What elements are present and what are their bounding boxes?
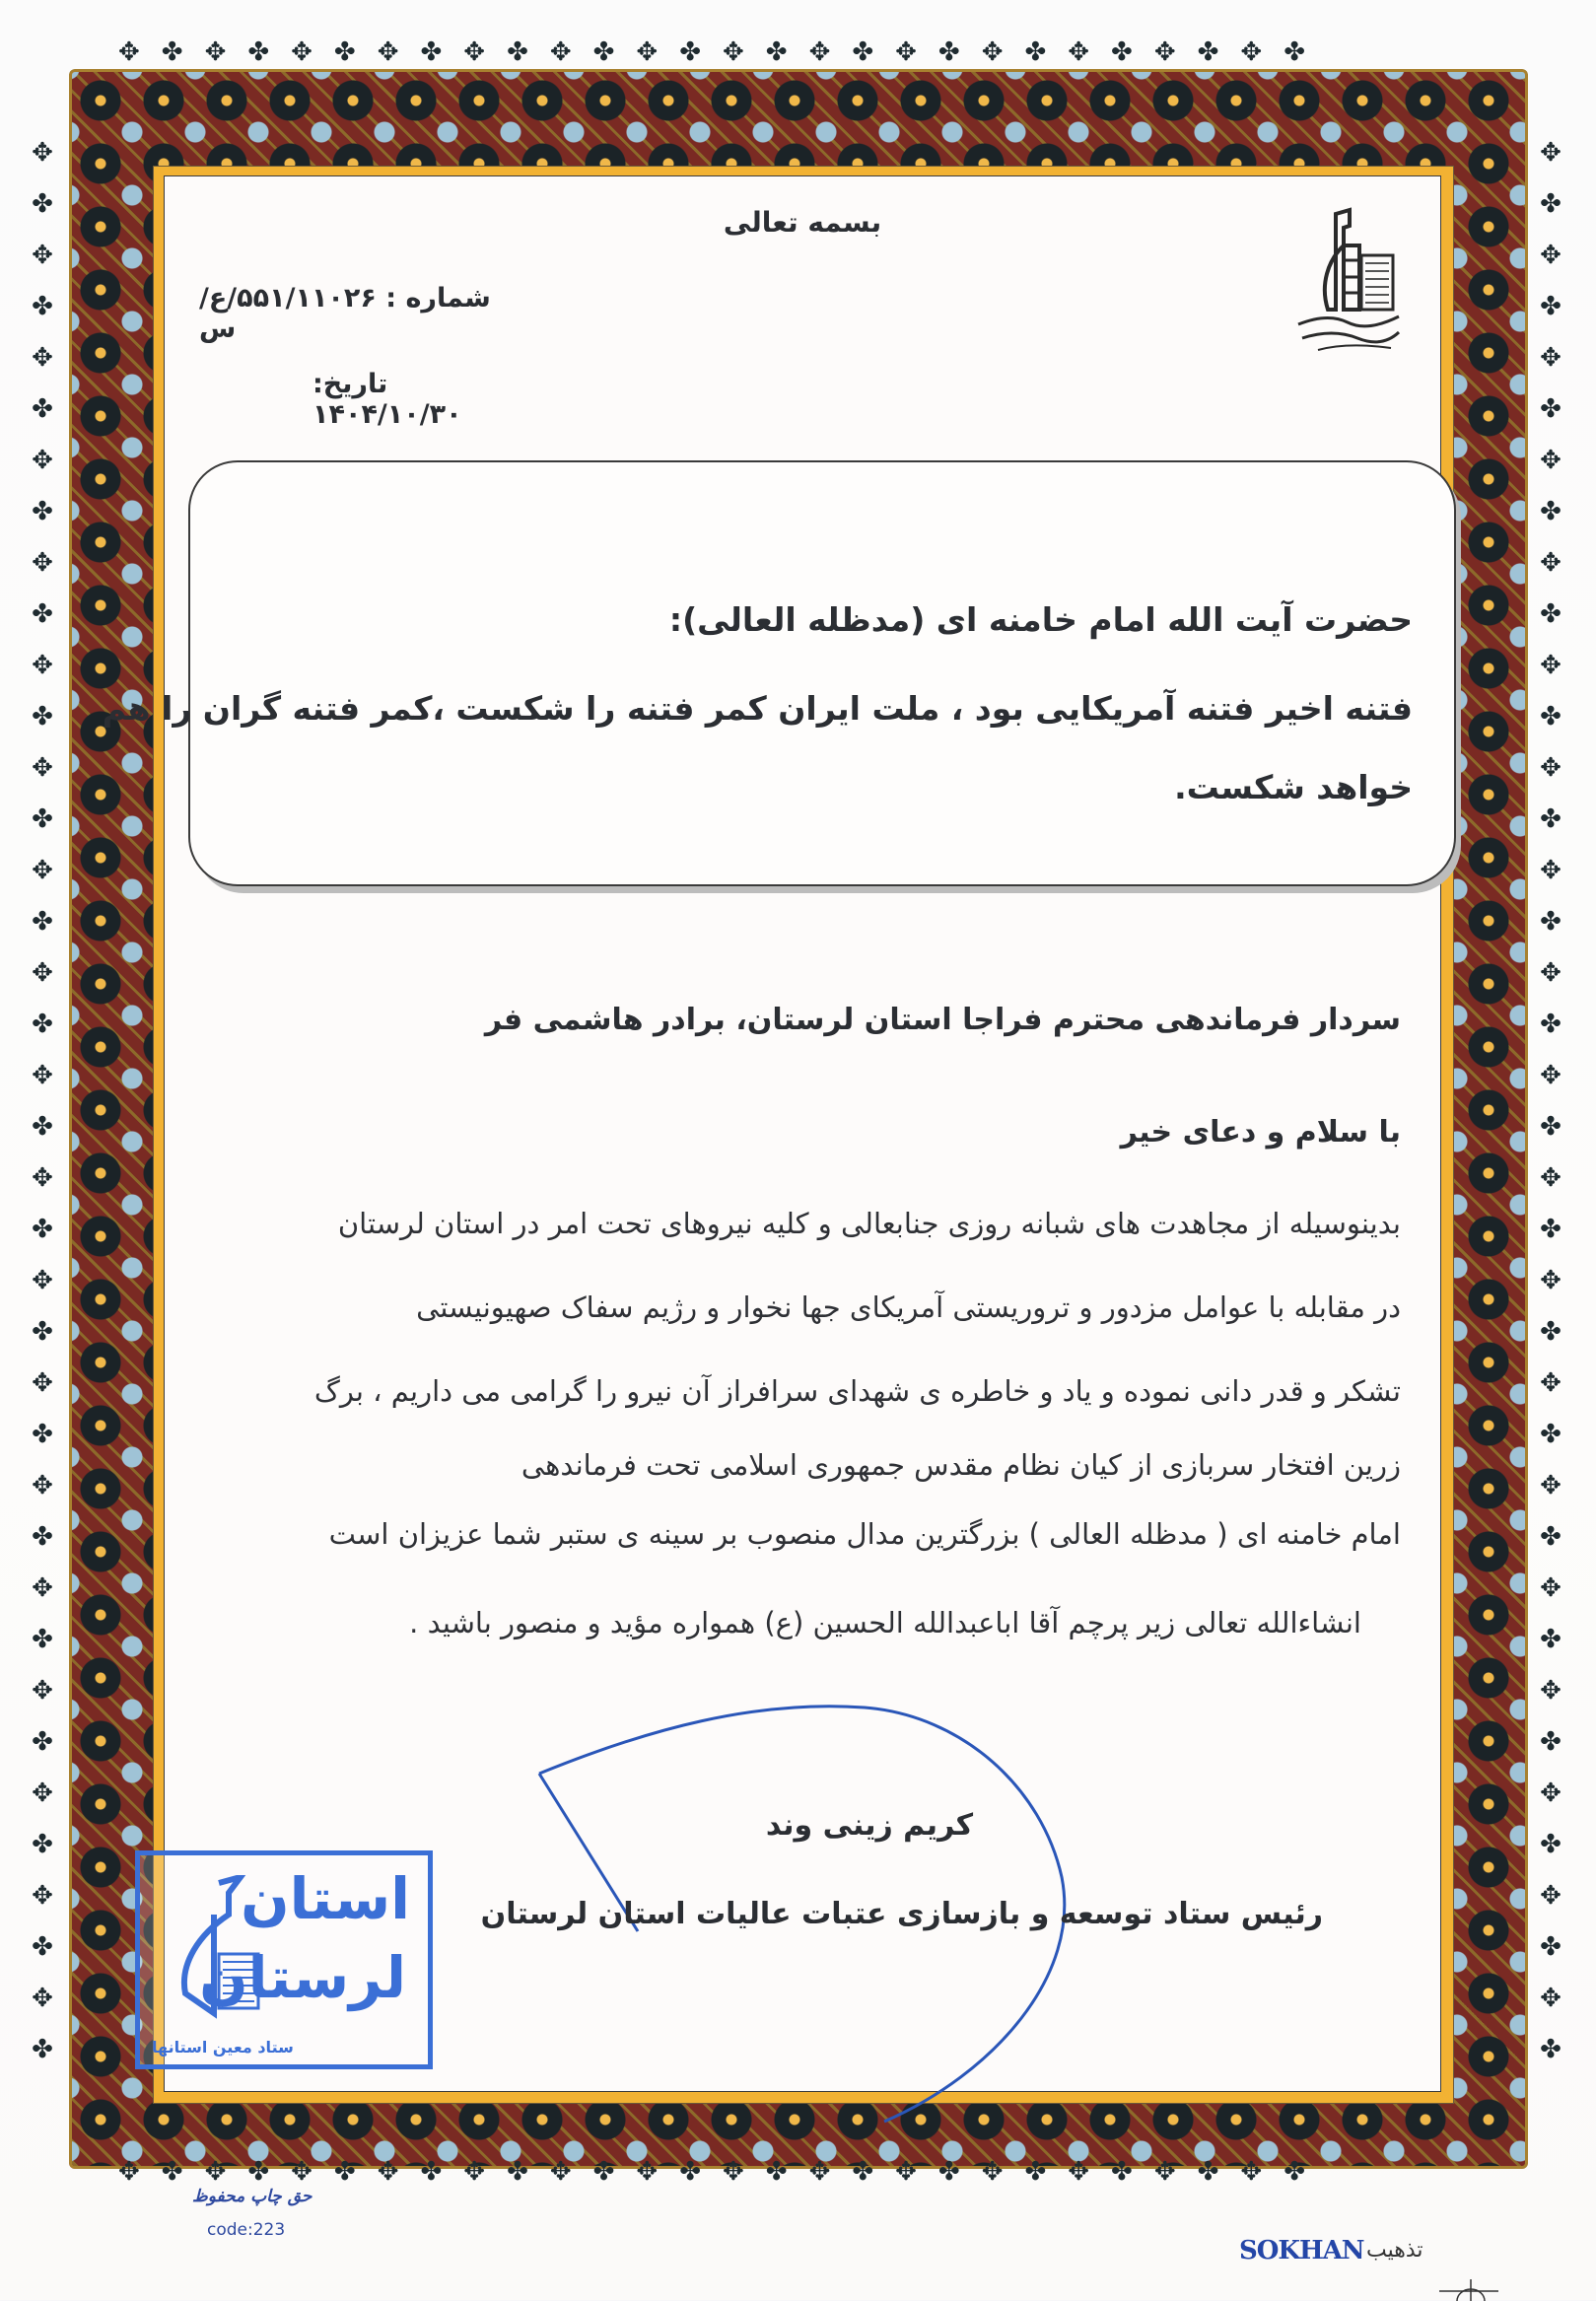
stamp-text: لرستان <box>199 1944 406 2011</box>
quote-text-line: خواهد شکست. <box>1174 768 1413 806</box>
quote-text-line: فتنه اخیر فتنه آمریکایی بود ، ملت ایران کمر فتنه را شکست ،کمر فتنه گران را هم <box>102 689 1413 728</box>
signer-title: رئیس ستاد توسعه و بازسازی عتبات عالیات استان لرستان <box>480 1897 1323 1931</box>
body-text-line: امام خامنه ای ( مدظله العالی ) بزرگترین مدال منصوب بر سینه ی ستبر شما عزیزان است <box>328 1517 1401 1551</box>
closing-line: انشاءالله تعالی زیر پرچم آقا اباعبدالله الحسین (ع) همواره مؤید و منصور باشید . <box>409 1606 1361 1639</box>
official-stamp <box>135 1850 433 2069</box>
body-text-line: در مقابله با عوامل مزدور و تروریستی آمریکای جها نخوار و رژیم سفاک صهیونیستی <box>416 1290 1401 1324</box>
reference-date: تاریخ: ۱۴۰۴/۱۰/۳۰ <box>312 369 462 430</box>
body-text-line: زرین افتخار سربازی از کیان نظام مقدس جمهوری اسلامی تحت فرماندهی <box>520 1448 1401 1482</box>
border-finials-bottom: ✥✤✥✤✥✤✥✤✥✤✥✤✥✤✥✤✥✤✥✤✥✤✥✤✥✤✥✤ <box>118 2157 1327 2187</box>
illumination-label: تذهیب <box>1366 2238 1423 2263</box>
copyright-notice: حق چاپ محفوظ <box>192 2187 312 2206</box>
letter-body <box>102 175 1441 2092</box>
greeting: با سلام و دعای خیر <box>1120 1115 1401 1150</box>
document-heading: بسمه تعالی <box>723 206 882 239</box>
body-text-line: بدینوسیله از مجاهدت های شبانه روزی جنابعالی و کلیه نیروهای تحت امر در استان لرستان <box>337 1207 1401 1240</box>
reference-number: شماره : ۵۵۱/۱۱۰۲۶/ع/س <box>199 283 491 344</box>
brand-logo-text: SOKHAN <box>1239 2236 1364 2266</box>
addressee: سردار فرماندهی محترم فراجا استان لرستان، برادر هاشمی فر <box>484 1003 1401 1037</box>
signer-name: کریم زینی وند <box>765 1808 974 1843</box>
stamp-text: استان <box>241 1865 410 1932</box>
design-code: code:223 <box>207 2220 286 2240</box>
registration-mark-icon <box>1439 2277 1498 2301</box>
border-finials-right: ✥✤✥✤✥✤✥✤✥✤✥✤✥✤✥✤✥✤✥✤✥✤✥✤✥✤✥✤✥✤✥✤✥✤✥✤✥✤ <box>1536 138 1565 2086</box>
quote-attribution: حضرت آیت الله امام خامنه ای (مدظله العالی): <box>668 600 1413 639</box>
border-finials-top: ✥✤✥✤✥✤✥✤✥✤✥✤✥✤✥✤✥✤✥✤✥✤✥✤✥✤✥✤ <box>118 37 1327 67</box>
quote-box <box>102 460 1456 886</box>
body-text-line: تشکر و قدر دانی نموده و یاد و خاطره ی شهدای سرافراز آن نیرو را گرامی می داریم ، برگ <box>313 1374 1401 1408</box>
stamp-caption: ستاد معین استانها <box>152 2038 294 2057</box>
border-finials-left: ✥✤✥✤✥✤✥✤✥✤✥✤✥✤✥✤✥✤✥✤✥✤✥✤✥✤✥✤✥✤✥✤✥✤✥✤✥✤ <box>28 138 57 2086</box>
organization-logo <box>1288 206 1407 354</box>
shrine-tower-logo-icon <box>1288 206 1407 354</box>
